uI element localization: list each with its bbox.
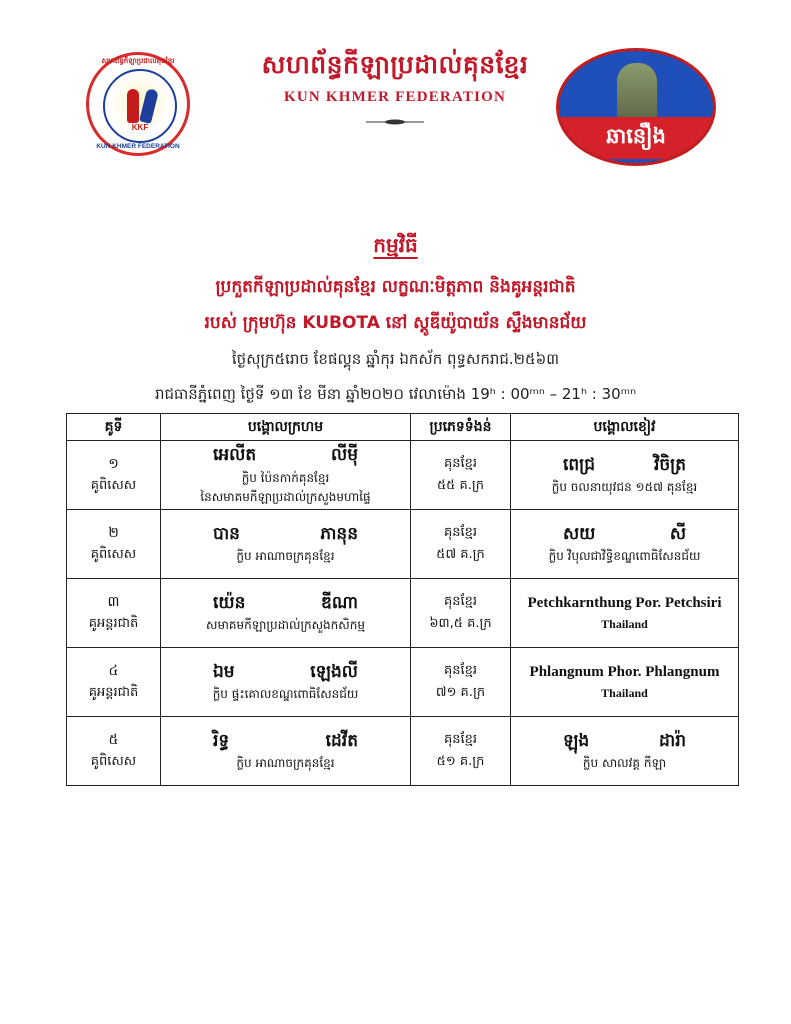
blue-fighter-club: ក្លិប វិបុលជាវិទ្ធិខណ្ឌពោធិសែនជ័យ [548, 549, 701, 564]
blue-fighter-first-name: ឡុង [563, 730, 590, 751]
red-fighter-name [161, 660, 410, 686]
kkf-logo-emblem [103, 69, 177, 143]
fight-card-table [66, 413, 739, 786]
blue-fighter-name: Petchkarnthung Por. Petchsiri [527, 595, 722, 612]
event-organizer: របស់ ក្រុមហ៊ុន KUBOTA នៅ ស្តូឌីយ៉ូបាយ័ន ស្ទឹងមានជ័យ [204, 313, 587, 333]
weight-style: គុនខ្មែរ [443, 593, 477, 609]
blue-fighter-country: Thailand [601, 685, 648, 700]
bout-cell [67, 441, 161, 510]
bout-number: ៣ [107, 594, 120, 611]
weight-style: គុនខ្មែរ [443, 524, 477, 540]
red-fighter-last-name: ឌីណា [321, 592, 358, 613]
bout-number: ៤ [108, 663, 119, 680]
bout-cell [67, 648, 161, 717]
bout-category: គូអន្តរជាតិ [88, 684, 139, 700]
bout-cell [67, 510, 161, 579]
bout-cell [67, 717, 161, 786]
table-row [67, 717, 739, 786]
kkf-logo-ring-bottom: KUN KHMER FEDERATION [96, 143, 180, 150]
blue-fighter-first-name: ពេជ្រ [563, 454, 596, 475]
weight-value: ៧១ គ.ក្រ [435, 685, 486, 700]
weight-value: ៥១ គ.ក្រ [436, 754, 485, 769]
blue-fighter-name [511, 522, 738, 548]
bout-category: គូពិសេស [90, 753, 137, 769]
bout-category: គូអន្តរជាតិ [88, 615, 139, 631]
weight-cell [411, 579, 511, 648]
red-corner-cell [161, 648, 411, 717]
weight-value: ៦៣,៥ គ.ក្រ [429, 616, 492, 631]
event-time: 19ʰ : 00ᵐⁿ – 21ʰ : 30ᵐⁿ [470, 385, 637, 403]
weight-value: ៥៥ គ.ក្រ [436, 478, 485, 493]
red-fighter-club: ក្លិប អាណាចក្រគុនខ្មែរ [236, 549, 335, 564]
header-weight-class: ប្រភេទទំងន់ [411, 414, 511, 441]
blue-fighter-first-name: សយ [563, 523, 596, 544]
partner-logo [556, 48, 716, 166]
red-fighter-first-name: អេលីត [213, 445, 257, 466]
bout-cell [67, 579, 161, 648]
weight-cell [411, 510, 511, 579]
blue-fighter-last-name: សី [669, 523, 686, 544]
bout-number: ២ [108, 525, 119, 542]
bout-category: គូពិសេស [90, 477, 137, 493]
red-fighter-name [161, 443, 410, 469]
blue-corner-cell [511, 441, 739, 510]
weight-cell [411, 441, 511, 510]
blue-fighter-country: Thailand [601, 616, 648, 631]
red-fighter-first-name: បាន [213, 523, 240, 544]
bout-category: គូពិសេស [90, 546, 137, 562]
blue-fighter-club: ក្លិប ចលនាយុវជន ១៥៧ គុនខ្មែរ [551, 480, 698, 495]
table-row [67, 648, 739, 717]
divider-ornament-icon [366, 118, 424, 126]
table-row [67, 579, 739, 648]
event-title: ប្រកួតកីឡាប្រដាល់គុនខ្មែរ លក្ខណៈមិត្តភាព និងគូអន្តរជាតិ [215, 277, 576, 297]
red-fighter-last-name: ភានុន [320, 523, 358, 544]
bout-number: ១ [108, 456, 119, 473]
red-fighter-club: ក្លិប អាណាចក្រគុនខ្មែរ [236, 756, 335, 771]
blue-corner-cell [511, 579, 739, 648]
weight-style: គុនខ្មែរ [443, 455, 477, 471]
table-row [67, 441, 739, 510]
blue-fighter-last-name: ដារ៉ា [659, 730, 686, 751]
header-blue-corner: បង្គោលខៀវ [511, 414, 739, 441]
table-row [67, 510, 739, 579]
blue-fighter-name [511, 729, 738, 755]
red-fighter-club: ក្លិប ប៉ៃនកាក់គុនខ្មែរ [241, 470, 330, 485]
red-corner-cell [161, 717, 411, 786]
kkf-logo-ring-top: សហព័ន្ធកីឡាប្រដាល់គុនខ្មែរ [101, 57, 175, 65]
weight-style: គុនខ្មែរ [443, 662, 477, 678]
blue-corner-cell [511, 717, 739, 786]
program-heading: កម្មវិធី [373, 233, 418, 257]
red-fighter-first-name: យ៉េន [213, 592, 246, 613]
red-fighter-last-name: ដេវីត [325, 730, 358, 751]
event-lunar-date: ថ្ងៃសុក្រ៥រោច ខែផល្គុន ឆ្នាំកុរ ឯកស័ក ពុទ្ធសករាជ.២៥៦៣ [231, 350, 560, 368]
red-fighter-first-name: ឯម [213, 661, 235, 682]
angkor-face-icon [617, 63, 657, 125]
weight-value: ៥៧ គ.ក្រ [436, 547, 485, 562]
red-fighter-name [161, 729, 410, 755]
red-fighter-club-line2: នៃសមាគមកីឡាប្រដាល់ក្រសួងមហាផ្ទៃ [200, 489, 371, 504]
red-corner-cell [161, 579, 411, 648]
table-header-row [67, 414, 739, 441]
blue-fighter-name [511, 453, 738, 479]
red-fighter-last-name: លីម៉ី [331, 445, 358, 466]
weight-style: គុនខ្មែរ [443, 731, 477, 747]
federation-title-english: KUN KHMER FEDERATION [283, 89, 507, 105]
header-red-corner: បង្គោលក្រហម [161, 414, 411, 441]
weight-cell [411, 717, 511, 786]
red-fighter-last-name: ឡេងលី [310, 661, 358, 682]
red-fighter-first-name: រិទ្ធ [213, 730, 230, 751]
weight-cell [411, 648, 511, 717]
event-date: រាជធានីភ្នំពេញ ថ្ងៃទី ១៣ ខែ មីនា ឆ្នាំ២០២០ វេលាម៉ោង [154, 385, 466, 403]
blue-fighter-club: ក្លិប សាលវគ្គ កីឡា [582, 756, 667, 771]
blue-fighter-last-name: វិចិត្រ [653, 454, 686, 475]
red-fighter-club: ក្លិប ផ្ទះគោលខណ្ឌពោធិសែនជ័យ [212, 687, 359, 702]
event-date-time [0, 385, 791, 407]
red-fighter-icon [127, 89, 139, 123]
blue-corner-cell [511, 648, 739, 717]
red-corner-cell [161, 510, 411, 579]
red-fighter-club: សមាគមកីឡាប្រដាល់ក្រសួងកសិកម្ម [206, 618, 365, 633]
red-corner-cell [161, 441, 411, 510]
red-fighter-name [161, 591, 410, 617]
blue-fighter-icon [139, 88, 159, 124]
partner-logo-text: ឆានឿង [606, 124, 666, 148]
kkf-logo [86, 52, 190, 156]
blue-fighter-name: Phlangnum Phor. Phlangnum [529, 664, 720, 681]
kkf-logo-letters: KKF [131, 123, 149, 132]
red-fighter-name [161, 522, 410, 548]
header-bout-number: គូទី [67, 414, 161, 441]
bout-number: ៥ [108, 732, 119, 749]
blue-corner-cell [511, 510, 739, 579]
federation-title-khmer: សហព័ន្ធកីឡាប្រដាល់គុនខ្មែរ [261, 50, 529, 79]
